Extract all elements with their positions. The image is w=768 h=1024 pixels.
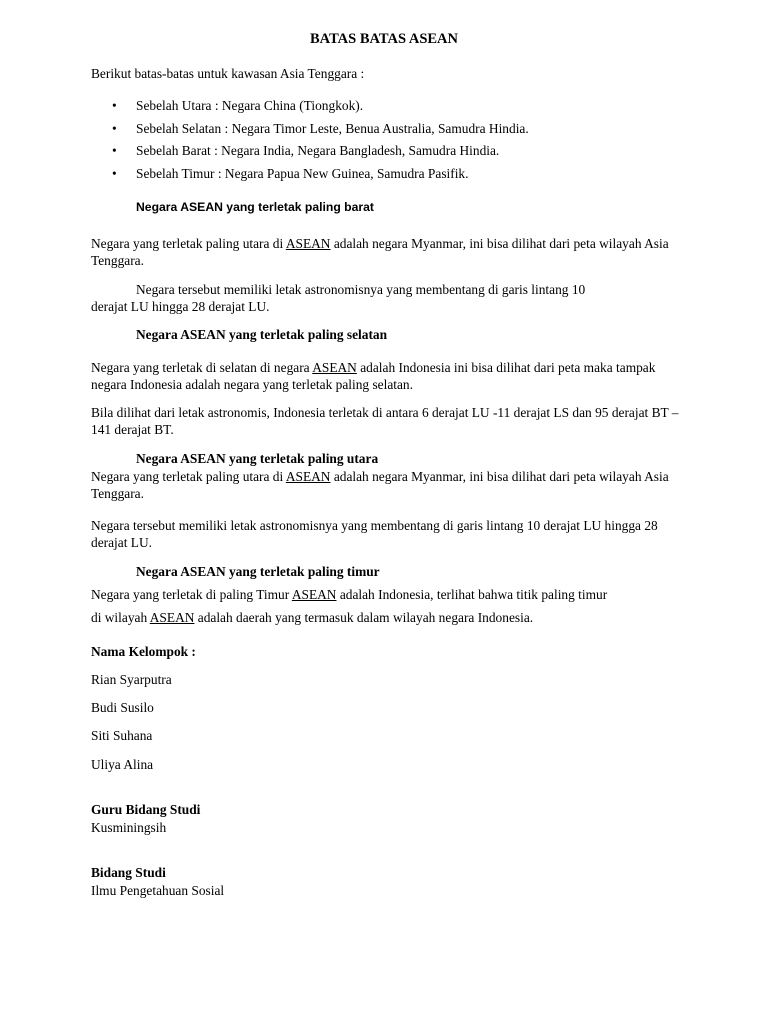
paragraph-barat-2-line1: Negara tersebut memiliki letak astronomisnya yang membentang di garis lintang 10 bbox=[136, 282, 586, 297]
text-segment: Negara yang terletak paling utara di bbox=[91, 469, 286, 484]
subject-label: Bidang Studi bbox=[91, 865, 166, 880]
text-segment: adalah Indonesia ini bisa dilihat dari peta maka tampak negara Indonesia adalah negara yang terletak paling selatan. bbox=[91, 360, 656, 392]
list-item-text: Sebelah Selatan : Negara Timor Leste, Benua Australia, Samudra Hindia. bbox=[136, 120, 529, 136]
paragraph-timur-line1 bbox=[91, 587, 681, 604]
list-item-text: Sebelah Barat : Negara India, Negara Bangladesh, Samudra Hindia. bbox=[136, 143, 500, 159]
group-member: Rian Syarputra bbox=[91, 672, 172, 687]
text-segment: adalah negara Myanmar, ini bisa dilihat dari peta wilayah Asia Tenggara. bbox=[91, 469, 669, 501]
paragraph-timur-line2 bbox=[91, 610, 681, 627]
text-segment: di wilayah bbox=[91, 610, 150, 625]
text-segment: adalah daerah yang termasuk dalam wilayah negara Indonesia. bbox=[194, 610, 534, 625]
paragraph-utara-1 bbox=[91, 469, 681, 503]
asean-link[interactable]: ASEAN bbox=[312, 360, 357, 375]
asean-link[interactable]: ASEAN bbox=[291, 587, 337, 602]
group-label: Nama Kelompok : bbox=[91, 644, 196, 659]
list-item-text: Sebelah Timur : Negara Papua New Guinea, Samudra Pasifik. bbox=[136, 166, 469, 182]
paragraph-barat-2-line2: derajat LU hingga 28 derajat LU. bbox=[91, 299, 270, 314]
bullet-icon: • bbox=[112, 120, 117, 136]
teacher-name: Kusminingsih bbox=[91, 820, 167, 835]
text-segment: Negara yang terletak paling utara di bbox=[91, 236, 286, 251]
bullet-icon: • bbox=[112, 166, 117, 182]
document-title: BATAS BATAS ASEAN bbox=[310, 31, 458, 47]
list-item bbox=[112, 98, 672, 121]
teacher-label: Guru Bidang Studi bbox=[91, 802, 201, 817]
asean-link[interactable]: ASEAN bbox=[285, 236, 331, 251]
heading-selatan: Negara ASEAN yang terletak paling selatan bbox=[136, 327, 388, 342]
asean-link[interactable]: ASEAN bbox=[285, 469, 331, 484]
group-member: Budi Susilo bbox=[91, 700, 154, 715]
paragraph-barat-1 bbox=[91, 236, 681, 270]
paragraph-utara-2: Negara tersebut memiliki letak astronomisnya yang membentang di garis lintang 10 derajat LU hingga 28 derajat LU. bbox=[91, 518, 658, 550]
intro-text: Berikut batas-batas untuk kawasan Asia Tenggara : bbox=[91, 66, 365, 81]
group-member: Siti Suhana bbox=[91, 728, 153, 743]
asean-link[interactable]: ASEAN bbox=[149, 610, 195, 625]
bullet-icon: • bbox=[112, 98, 117, 113]
heading-utara: Negara ASEAN yang terletak paling utara bbox=[136, 451, 379, 466]
heading-barat: Negara ASEAN yang terletak paling barat bbox=[136, 200, 374, 214]
subject-name: Ilmu Pengetahuan Sosial bbox=[91, 883, 225, 898]
text-segment: adalah Indonesia, terlihat bahwa titik paling timur bbox=[336, 587, 608, 602]
list-item bbox=[112, 121, 672, 144]
text-segment: adalah negara Myanmar, ini bisa dilihat dari peta wilayah Asia Tenggara. bbox=[91, 236, 669, 268]
heading-timur: Negara ASEAN yang terletak paling timur bbox=[136, 564, 380, 579]
list-item bbox=[112, 143, 672, 166]
text-segment: Negara yang terletak di paling Timur bbox=[91, 587, 292, 602]
border-list bbox=[112, 98, 672, 189]
list-item bbox=[112, 166, 672, 189]
paragraph-selatan-1 bbox=[91, 360, 681, 394]
paragraph-selatan-2: Bila dilihat dari letak astronomis, Indonesia terletak di antara 6 derajat LU -11 derajat LS dan 95 derajat BT – 141 derajat BT. bbox=[91, 405, 679, 437]
list-item-text: Sebelah Utara : Negara China (Tiongkok). bbox=[136, 98, 364, 113]
group-member: Uliya Alina bbox=[91, 757, 154, 772]
text-segment: Negara yang terletak di selatan di negara bbox=[91, 360, 313, 375]
bullet-icon: • bbox=[112, 143, 117, 159]
